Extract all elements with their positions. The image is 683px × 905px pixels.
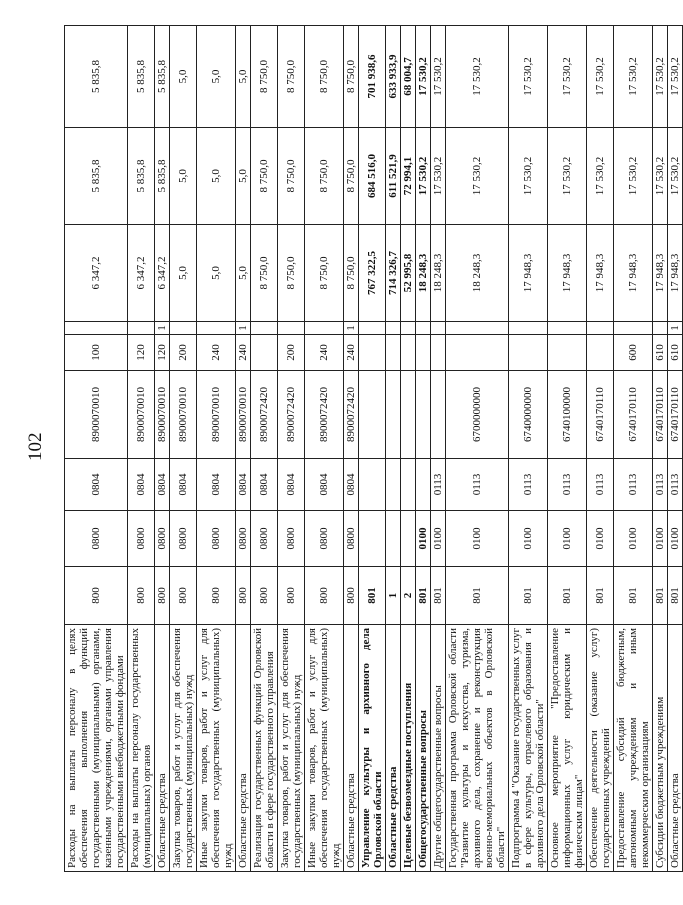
row-amount-3: 8 750,0 bbox=[305, 26, 344, 128]
row-amount-3: 5,0 bbox=[197, 26, 236, 128]
table-row bbox=[236, 26, 251, 872]
row-amount-3: 17 530,2 bbox=[548, 26, 587, 128]
row-name: Подпрограмма 4 "Оказание государственных услуг в сфере культуры, отраслевого образования и архивного дела Орловской области" bbox=[509, 625, 548, 872]
row-expense-type: 240 bbox=[344, 335, 359, 371]
row-ved-code: 800 bbox=[170, 567, 197, 625]
row-target-article bbox=[386, 371, 401, 459]
row-ved-code: 800 bbox=[155, 567, 170, 625]
row-amount-1: 17 948,3 bbox=[668, 225, 683, 322]
row-target-article bbox=[359, 371, 386, 459]
row-section-code: 0800 bbox=[344, 511, 359, 567]
row-amount-2: 5,0 bbox=[197, 128, 236, 225]
row-amount-1: 17 948,3 bbox=[587, 225, 614, 322]
row-funding-source bbox=[614, 322, 653, 335]
row-expense-type: 240 bbox=[305, 335, 344, 371]
row-amount-3: 68 004,7 bbox=[401, 26, 416, 128]
row-funding-source bbox=[251, 322, 278, 335]
row-funding-source bbox=[305, 322, 344, 335]
row-expense-type: 120 bbox=[155, 335, 170, 371]
row-subsection-code: 0804 bbox=[344, 459, 359, 511]
row-target-article: 6700000000 bbox=[446, 371, 509, 459]
row-amount-2: 17 530,2 bbox=[548, 128, 587, 225]
row-amount-1: 17 948,3 bbox=[548, 225, 587, 322]
row-subsection-code: 0113 bbox=[446, 459, 509, 511]
table-row bbox=[155, 26, 170, 872]
row-amount-1: 17 948,3 bbox=[509, 225, 548, 322]
row-ved-code: 801 bbox=[614, 567, 653, 625]
row-subsection-code: 0113 bbox=[614, 459, 653, 511]
row-amount-1: 6 347,2 bbox=[65, 225, 128, 322]
row-amount-3: 5,0 bbox=[236, 26, 251, 128]
row-expense-type bbox=[416, 335, 431, 371]
row-target-article: 8900070010 bbox=[197, 371, 236, 459]
row-amount-2: 5 835,8 bbox=[155, 128, 170, 225]
row-target-article bbox=[401, 371, 416, 459]
page-number: 102 bbox=[25, 432, 46, 461]
row-amount-2: 72 994,1 bbox=[401, 128, 416, 225]
row-subsection-code: 0113 bbox=[587, 459, 614, 511]
row-section-code bbox=[401, 511, 416, 567]
row-name: Областные средства bbox=[155, 625, 170, 872]
row-ved-code: 801 bbox=[446, 567, 509, 625]
row-target-article: 6740170110 bbox=[587, 371, 614, 459]
row-funding-source bbox=[65, 322, 128, 335]
row-section-code: 0100 bbox=[509, 511, 548, 567]
row-subsection-code: 0113 bbox=[431, 459, 446, 511]
row-section-code bbox=[359, 511, 386, 567]
row-ved-code: 800 bbox=[251, 567, 278, 625]
row-subsection-code: 0804 bbox=[305, 459, 344, 511]
row-target-article bbox=[416, 371, 431, 459]
row-name: Закупка товаров, работ и услуг для обеспечения государственных (муниципальных) нужд bbox=[170, 625, 197, 872]
row-target-article: 6740170110 bbox=[614, 371, 653, 459]
row-expense-type: 240 bbox=[197, 335, 236, 371]
row-ved-code: 800 bbox=[65, 567, 128, 625]
row-target-article: 8900070010 bbox=[128, 371, 155, 459]
table-row bbox=[509, 26, 548, 872]
table-row bbox=[587, 26, 614, 872]
row-name: Основное мероприятие "Предоставление информационных услуг юридическим и физическим лицам" bbox=[548, 625, 587, 872]
budget-table-body bbox=[65, 26, 683, 872]
row-amount-3: 5 835,8 bbox=[155, 26, 170, 128]
row-name: Обеспечение деятельности (оказание услуг) государственных учреждений bbox=[587, 625, 614, 872]
row-section-code: 0800 bbox=[65, 511, 128, 567]
row-amount-2: 17 530,2 bbox=[587, 128, 614, 225]
row-amount-2: 17 530,2 bbox=[509, 128, 548, 225]
row-amount-2: 17 530,2 bbox=[431, 128, 446, 225]
table-row bbox=[668, 26, 683, 872]
row-target-article: 8900070010 bbox=[236, 371, 251, 459]
row-section-code: 0100 bbox=[431, 511, 446, 567]
row-amount-2: 17 530,2 bbox=[416, 128, 431, 225]
table-row bbox=[653, 26, 668, 872]
row-subsection-code bbox=[359, 459, 386, 511]
row-funding-source: 1 bbox=[668, 322, 683, 335]
table-row bbox=[65, 26, 128, 872]
table-row bbox=[170, 26, 197, 872]
row-amount-3: 633 933,9 bbox=[386, 26, 401, 128]
row-amount-2: 8 750,0 bbox=[305, 128, 344, 225]
row-name: Иные закупки товаров, работ и услуг для обеспечения государственных (муниципальных) нужд bbox=[305, 625, 344, 872]
row-amount-1: 8 750,0 bbox=[305, 225, 344, 322]
row-funding-source bbox=[386, 322, 401, 335]
row-funding-source: 1 bbox=[344, 322, 359, 335]
row-name: Общегосударственные вопросы bbox=[416, 625, 431, 872]
row-ved-code: 801 bbox=[359, 567, 386, 625]
table-row bbox=[614, 26, 653, 872]
row-name: Областные средства bbox=[386, 625, 401, 872]
row-name: Расходы на выплаты персоналу в целях обеспечения выполнения функций государственными (муниципальными) органами, казенными учреждениями, органами управления государственными внебюджетными фондами bbox=[65, 625, 128, 872]
row-amount-2: 5,0 bbox=[170, 128, 197, 225]
row-expense-type: 610 bbox=[653, 335, 668, 371]
row-amount-2: 17 530,2 bbox=[446, 128, 509, 225]
row-subsection-code: 0804 bbox=[155, 459, 170, 511]
row-target-article: 8900072420 bbox=[344, 371, 359, 459]
row-expense-type bbox=[401, 335, 416, 371]
row-section-code: 0800 bbox=[170, 511, 197, 567]
row-name: Реализация государственных функций Орловской области в сфере государственного управления bbox=[251, 625, 278, 872]
row-ved-code: 801 bbox=[587, 567, 614, 625]
table-row bbox=[548, 26, 587, 872]
row-funding-source bbox=[401, 322, 416, 335]
row-amount-3: 17 530,2 bbox=[668, 26, 683, 128]
row-amount-3: 17 530,2 bbox=[431, 26, 446, 128]
budget-table-sheet bbox=[64, 26, 681, 872]
row-expense-type: 120 bbox=[128, 335, 155, 371]
row-target-article: 6740170110 bbox=[668, 371, 683, 459]
row-expense-type bbox=[548, 335, 587, 371]
row-amount-1: 18 248,3 bbox=[431, 225, 446, 322]
row-amount-3: 17 530,2 bbox=[509, 26, 548, 128]
row-amount-1: 17 948,3 bbox=[653, 225, 668, 322]
row-funding-source bbox=[548, 322, 587, 335]
row-subsection-code: 0804 bbox=[170, 459, 197, 511]
row-expense-type: 200 bbox=[170, 335, 197, 371]
row-ved-code: 801 bbox=[431, 567, 446, 625]
row-section-code: 0800 bbox=[236, 511, 251, 567]
row-amount-1: 18 248,3 bbox=[416, 225, 431, 322]
row-expense-type: 610 bbox=[668, 335, 683, 371]
row-ved-code: 801 bbox=[548, 567, 587, 625]
row-amount-1: 52 995,8 bbox=[401, 225, 416, 322]
table-row bbox=[305, 26, 344, 872]
row-expense-type bbox=[386, 335, 401, 371]
row-funding-source bbox=[170, 322, 197, 335]
row-section-code: 0800 bbox=[128, 511, 155, 567]
row-ved-code: 1 bbox=[386, 567, 401, 625]
row-funding-source bbox=[128, 322, 155, 335]
row-target-article: 8900072420 bbox=[278, 371, 305, 459]
row-amount-3: 17 530,2 bbox=[614, 26, 653, 128]
row-amount-2: 17 530,2 bbox=[653, 128, 668, 225]
row-amount-2: 17 530,2 bbox=[668, 128, 683, 225]
row-section-code: 0800 bbox=[305, 511, 344, 567]
row-ved-code: 800 bbox=[278, 567, 305, 625]
table-row bbox=[278, 26, 305, 872]
row-funding-source: 1 bbox=[236, 322, 251, 335]
row-ved-code: 801 bbox=[509, 567, 548, 625]
row-section-code: 0800 bbox=[278, 511, 305, 567]
row-section-code: 0100 bbox=[446, 511, 509, 567]
row-name: Предоставление субсидий бюджетным, автономным учреждениям и иным некоммерческим организациям bbox=[614, 625, 653, 872]
row-expense-type: 240 bbox=[236, 335, 251, 371]
row-name: Областные средства bbox=[236, 625, 251, 872]
row-target-article: 8900070010 bbox=[170, 371, 197, 459]
row-subsection-code: 0804 bbox=[236, 459, 251, 511]
row-ved-code: 800 bbox=[128, 567, 155, 625]
row-subsection-code: 0804 bbox=[65, 459, 128, 511]
row-subsection-code: 0804 bbox=[197, 459, 236, 511]
row-expense-type bbox=[509, 335, 548, 371]
row-ved-code: 800 bbox=[236, 567, 251, 625]
row-subsection-code: 0804 bbox=[251, 459, 278, 511]
row-expense-type: 600 bbox=[614, 335, 653, 371]
table-row bbox=[197, 26, 236, 872]
row-amount-1: 6 347,2 bbox=[155, 225, 170, 322]
row-subsection-code: 0113 bbox=[509, 459, 548, 511]
row-amount-3: 5 835,8 bbox=[128, 26, 155, 128]
row-amount-2: 5 835,8 bbox=[65, 128, 128, 225]
row-section-code: 0100 bbox=[548, 511, 587, 567]
row-subsection-code: 0113 bbox=[668, 459, 683, 511]
row-expense-type bbox=[251, 335, 278, 371]
row-target-article: 8900072420 bbox=[305, 371, 344, 459]
row-amount-2: 8 750,0 bbox=[251, 128, 278, 225]
row-amount-3: 17 530,2 bbox=[653, 26, 668, 128]
row-funding-source bbox=[197, 322, 236, 335]
row-name: Целевые безвозмездные поступления bbox=[401, 625, 416, 872]
table-row bbox=[344, 26, 359, 872]
row-amount-3: 17 530,2 bbox=[416, 26, 431, 128]
row-amount-2: 5,0 bbox=[236, 128, 251, 225]
row-funding-source bbox=[278, 322, 305, 335]
row-subsection-code bbox=[416, 459, 431, 511]
row-funding-source bbox=[431, 322, 446, 335]
row-amount-1: 767 322,5 bbox=[359, 225, 386, 322]
row-ved-code: 2 bbox=[401, 567, 416, 625]
row-section-code: 0800 bbox=[251, 511, 278, 567]
row-funding-source bbox=[446, 322, 509, 335]
row-target-article bbox=[431, 371, 446, 459]
row-target-article: 8900072420 bbox=[251, 371, 278, 459]
row-section-code: 0100 bbox=[416, 511, 431, 567]
row-name: Управление культуры и архивного дела Орловской области bbox=[359, 625, 386, 872]
row-expense-type bbox=[446, 335, 509, 371]
row-subsection-code: 0113 bbox=[548, 459, 587, 511]
table-row bbox=[416, 26, 431, 872]
row-funding-source bbox=[653, 322, 668, 335]
row-amount-3: 8 750,0 bbox=[344, 26, 359, 128]
row-section-code: 0100 bbox=[668, 511, 683, 567]
row-expense-type: 200 bbox=[278, 335, 305, 371]
row-section-code: 0800 bbox=[155, 511, 170, 567]
row-target-article: 8900070010 bbox=[155, 371, 170, 459]
table-row bbox=[251, 26, 278, 872]
row-ved-code: 801 bbox=[416, 567, 431, 625]
row-amount-1: 18 248,3 bbox=[446, 225, 509, 322]
row-ved-code: 801 bbox=[668, 567, 683, 625]
table-row bbox=[401, 26, 416, 872]
row-ved-code: 800 bbox=[344, 567, 359, 625]
row-name: Государственная программа Орловской области "Развитие культуры и искусства, туризма, архивного дела, сохранение и реконструкция военно-мемориальных объектов в Орловской области" bbox=[446, 625, 509, 872]
row-funding-source bbox=[359, 322, 386, 335]
row-amount-1: 714 326,7 bbox=[386, 225, 401, 322]
row-section-code: 0100 bbox=[653, 511, 668, 567]
row-section-code: 0100 bbox=[587, 511, 614, 567]
row-amount-2: 8 750,0 bbox=[278, 128, 305, 225]
row-subsection-code bbox=[386, 459, 401, 511]
row-amount-1: 8 750,0 bbox=[344, 225, 359, 322]
row-amount-2: 684 516,0 bbox=[359, 128, 386, 225]
row-expense-type bbox=[431, 335, 446, 371]
row-amount-2: 5 835,8 bbox=[128, 128, 155, 225]
row-name: Иные закупки товаров, работ и услуг для обеспечения государственных (муниципальных) нужд bbox=[197, 625, 236, 872]
table-row bbox=[431, 26, 446, 872]
row-name: Другие общегосударственные вопросы bbox=[431, 625, 446, 872]
row-name: Областные средства bbox=[668, 625, 683, 872]
row-amount-1: 5,0 bbox=[170, 225, 197, 322]
row-section-code bbox=[386, 511, 401, 567]
budget-table bbox=[64, 25, 683, 872]
row-funding-source bbox=[416, 322, 431, 335]
row-funding-source bbox=[587, 322, 614, 335]
row-amount-1: 5,0 bbox=[197, 225, 236, 322]
row-expense-type bbox=[587, 335, 614, 371]
row-target-article: 8900070010 bbox=[65, 371, 128, 459]
row-target-article: 6740000000 bbox=[509, 371, 548, 459]
row-funding-source bbox=[509, 322, 548, 335]
row-amount-1: 17 948,3 bbox=[614, 225, 653, 322]
row-amount-1: 8 750,0 bbox=[251, 225, 278, 322]
row-target-article: 6740100000 bbox=[548, 371, 587, 459]
table-row bbox=[128, 26, 155, 872]
row-amount-3: 8 750,0 bbox=[251, 26, 278, 128]
row-name: Областные средства bbox=[344, 625, 359, 872]
row-subsection-code bbox=[401, 459, 416, 511]
row-name: Субсидии бюджетным учреждениям bbox=[653, 625, 668, 872]
row-expense-type: 100 bbox=[65, 335, 128, 371]
row-target-article: 6740170110 bbox=[653, 371, 668, 459]
row-subsection-code: 0804 bbox=[278, 459, 305, 511]
row-amount-2: 8 750,0 bbox=[344, 128, 359, 225]
row-section-code: 0800 bbox=[197, 511, 236, 567]
row-amount-3: 5,0 bbox=[170, 26, 197, 128]
row-amount-3: 701 938,6 bbox=[359, 26, 386, 128]
row-amount-1: 8 750,0 bbox=[278, 225, 305, 322]
table-row bbox=[386, 26, 401, 872]
row-ved-code: 800 bbox=[197, 567, 236, 625]
row-section-code: 0100 bbox=[614, 511, 653, 567]
row-subsection-code: 0113 bbox=[653, 459, 668, 511]
table-row bbox=[446, 26, 509, 872]
row-amount-3: 17 530,2 bbox=[446, 26, 509, 128]
row-ved-code: 801 bbox=[653, 567, 668, 625]
row-subsection-code: 0804 bbox=[128, 459, 155, 511]
row-amount-2: 17 530,2 bbox=[614, 128, 653, 225]
row-name: Закупка товаров, работ и услуг для обеспечения государственных (муниципальных) нужд bbox=[278, 625, 305, 872]
row-expense-type bbox=[359, 335, 386, 371]
row-amount-3: 17 530,2 bbox=[587, 26, 614, 128]
row-funding-source: 1 bbox=[155, 322, 170, 335]
table-row bbox=[359, 26, 386, 872]
row-amount-3: 5 835,8 bbox=[65, 26, 128, 128]
row-amount-3: 8 750,0 bbox=[278, 26, 305, 128]
row-name: Расходы на выплаты персоналу государственных (муниципальных) органов bbox=[128, 625, 155, 872]
row-amount-1: 6 347,2 bbox=[128, 225, 155, 322]
row-ved-code: 800 bbox=[305, 567, 344, 625]
row-amount-2: 611 521,9 bbox=[386, 128, 401, 225]
row-amount-1: 5,0 bbox=[236, 225, 251, 322]
